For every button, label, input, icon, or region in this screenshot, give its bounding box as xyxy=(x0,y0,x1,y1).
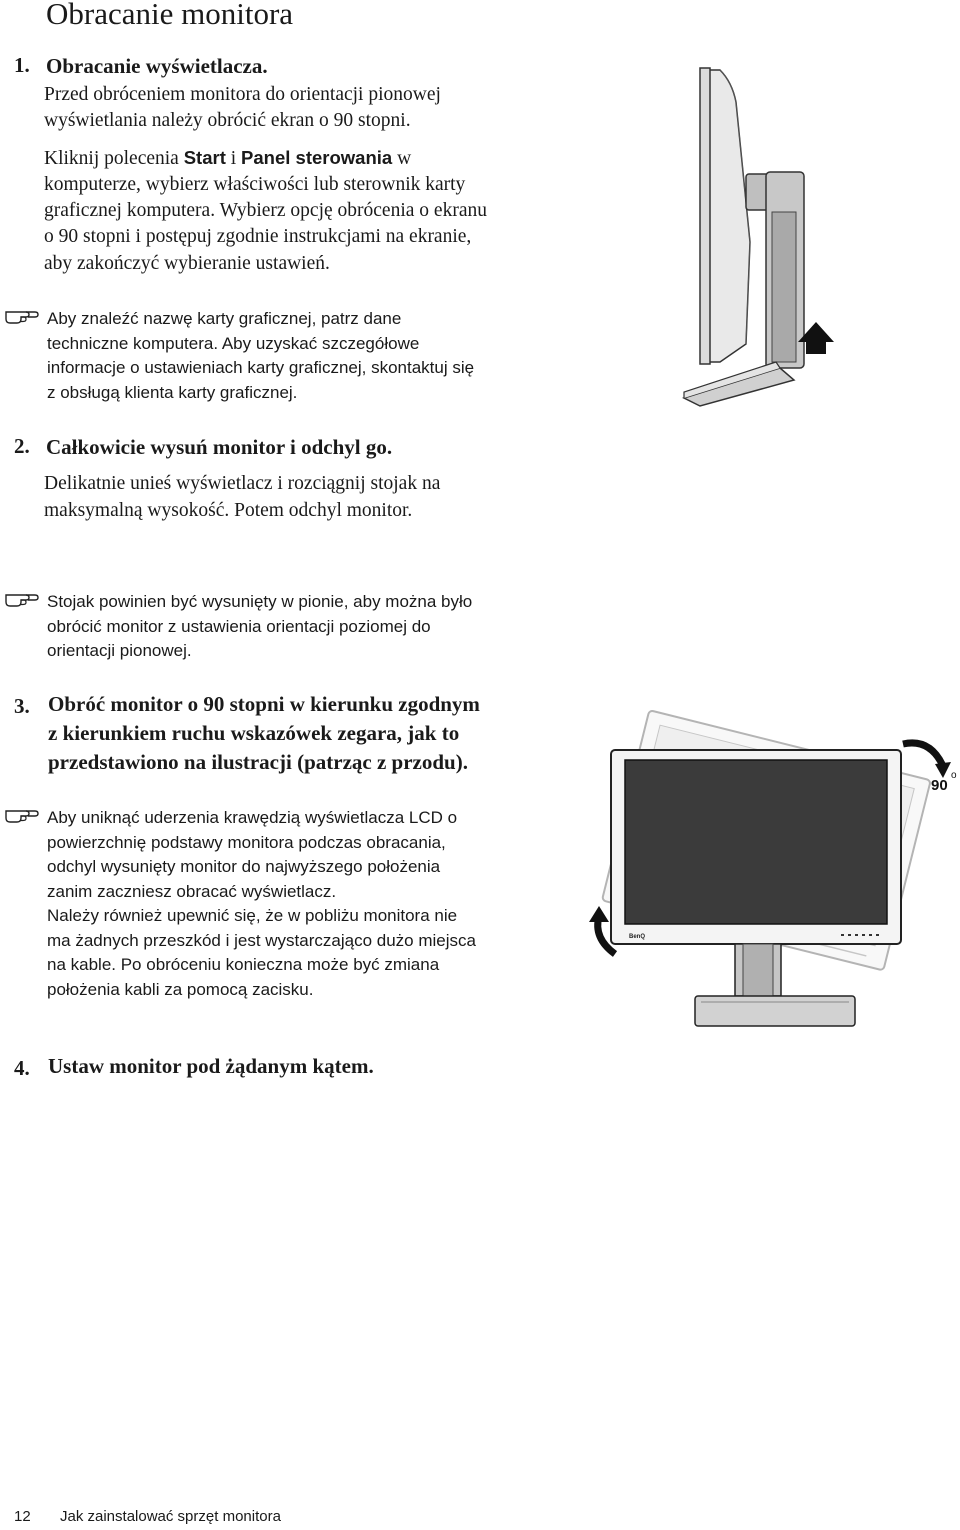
step-2-line-2: maksymalną wysokość. Potem odchyl monitor. xyxy=(44,500,413,521)
step-1-instructions-line-5: aby zakończyć wybieranie ustawień. xyxy=(44,253,330,274)
footer-section-title: Jak zainstalować sprzęt monitora xyxy=(60,1508,281,1525)
start-menu-label: Start xyxy=(183,147,226,168)
note-3-line: położenia kabli za pomocą zacisku. xyxy=(47,979,314,999)
step-4-heading: Ustaw monitor pod żądanym kątem. xyxy=(48,1054,374,1078)
instr-text-post: w xyxy=(392,148,412,169)
step-1-instructions-line-1 xyxy=(44,143,411,173)
step-3-heading xyxy=(48,690,480,777)
note-3-line: zanim zaczniesz obracać wyświetlacz. xyxy=(47,881,337,901)
note-3-line: odchyl wysunięty monitor do najwyższego położenia xyxy=(47,857,441,876)
pointing-hand-icon xyxy=(4,803,40,825)
step-3-heading-line: Obróć monitor o 90 stopni w kierunku zgodnym xyxy=(48,692,480,716)
note-3-line: ma żadnych przeszkód i jest wystarczająco dużo miejsca xyxy=(47,930,476,950)
note-3 xyxy=(47,806,476,1002)
note-2 xyxy=(47,590,472,664)
step-1-number: 1. xyxy=(14,53,30,77)
step-1-line-2: wyświetlania należy obrócić ekran o 90 stopni. xyxy=(44,110,411,131)
note-3-line: Należy również upewnić się, że w pobliżu monitora nie xyxy=(47,906,458,925)
instr-text-mid: i xyxy=(225,148,242,169)
pointing-hand-icon xyxy=(4,587,40,609)
note-2-line: orientacji pionowej. xyxy=(47,641,192,660)
step-4-number: 4. xyxy=(14,1056,30,1080)
note-3-line: Aby uniknąć uderzenia krawędzią wyświetlacza LCD o xyxy=(47,808,458,827)
degree-symbol: o xyxy=(951,770,957,781)
note-1-line: z obsługą klienta karty graficznej. xyxy=(47,382,298,402)
step-3-heading-line: z kierunkiem ruchu wskazówek zegara, jak to xyxy=(48,721,460,745)
step-3-heading-line: przedstawiono na ilustracji (patrząc z przodu). xyxy=(48,750,468,774)
rotation-angle-label: 90 xyxy=(931,777,948,794)
control-panel-label: Panel sterowania xyxy=(241,147,393,168)
note-1-line: informacje o ustawieniach karty graficznej, skontaktuj się xyxy=(47,358,475,377)
step-1-heading: Obracanie wyświetlacza. xyxy=(46,54,268,78)
note-1-line: techniczne komputera. Aby uzyskać szczegółowe xyxy=(47,333,420,353)
step-2-line-1: Delikatnie unieś wyświetlacz i rozciągnij stojak na xyxy=(44,473,441,494)
step-1-line-1: Przed obróceniem monitora do orientacji pionowej xyxy=(44,84,441,105)
brand-logo: BenQ xyxy=(629,934,646,940)
step-1-instructions-line-4: o 90 stopni i postępuj zgodnie instrukcjami na ekranie, xyxy=(44,226,472,247)
note-1-line: Aby znaleźć nazwę karty graficznej, patrz dane xyxy=(47,309,402,328)
monitor-rotation-illustration xyxy=(585,702,960,1040)
step-2-number: 2. xyxy=(14,434,30,458)
note-2-line: obrócić monitor z ustawienia orientacji poziomej do xyxy=(47,616,431,636)
note-1 xyxy=(47,307,474,405)
footer-page-number: 12 xyxy=(14,1508,31,1525)
note-3-line: na kable. Po obróceniu konieczna może być zmiana xyxy=(47,955,440,974)
monitor-side-view-illustration xyxy=(676,62,846,407)
pointing-hand-icon xyxy=(4,304,40,326)
step-3-number: 3. xyxy=(14,694,30,718)
page-title: Obracanie monitora xyxy=(46,0,294,31)
instr-text-pre: Kliknij polecenia xyxy=(44,148,184,169)
step-2-heading: Całkowicie wysuń monitor i odchyl go. xyxy=(46,435,393,459)
note-2-line: Stojak powinien być wysunięty w pionie, aby można było xyxy=(47,592,473,611)
step-1-instructions-line-3: graficznej komputera. Wybierz opcję obrócenia o ekranu xyxy=(44,200,487,221)
note-3-line: powierzchnię podstawy monitora podczas obracania, xyxy=(47,832,446,852)
step-1-instructions-line-2: komputerze, wybierz właściwości lub sterownik karty xyxy=(44,174,466,195)
